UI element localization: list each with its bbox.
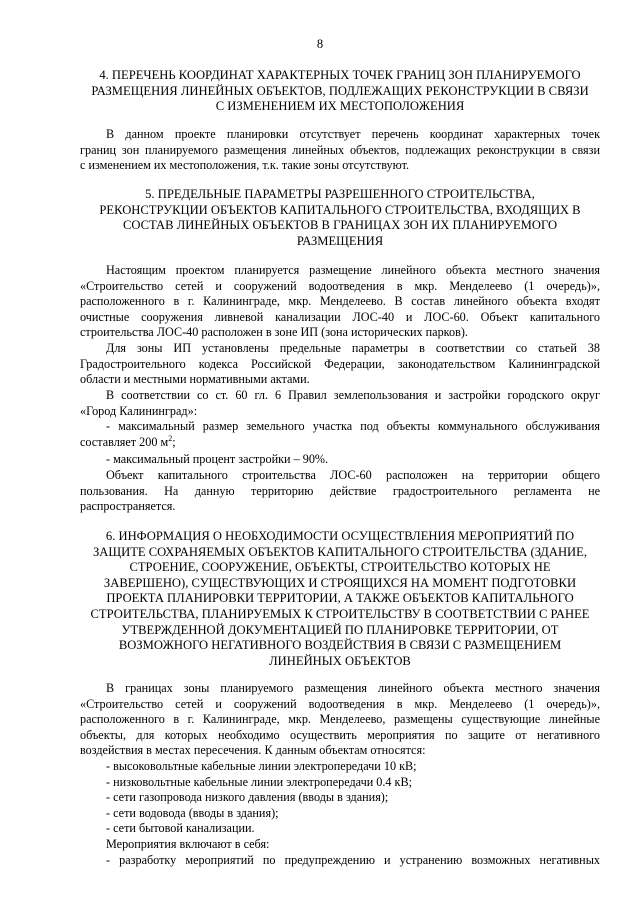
text-fragment: ; <box>172 434 176 449</box>
section-5-paragraph-5 <box>80 452 600 468</box>
heading-line: ЛИНЕЙНЫХ ОБЪЕКТОВ <box>269 653 411 668</box>
heading-line: СТРОЕНИЕ, СООРУЖЕНИЕ, ОБЪЕКТЫ, СТРОИТЕЛЬСТВО КОТОРЫХ НЕ <box>129 560 551 575</box>
text-line: Объект капитального строительства ЛОС-60 расположен на территории общего <box>106 468 600 482</box>
heading-line: С ИЗМЕНЕНИЕМ ИХ МЕСТОПОЛОЖЕНИЯ <box>215 99 465 114</box>
heading-line: ПРОЕКТА ПЛАНИРОВКИ ТЕРРИТОРИИ, А ТАКЖЕ ОБЪЕКТОВ КАПИТАЛЬНОГО <box>106 591 574 606</box>
section-5-paragraph-4 <box>80 419 600 450</box>
heading-line: 4. ПЕРЕЧЕНЬ КООРДИНАТ ХАРАКТЕРНЫХ ТОЧЕК ГРАНИЦ ЗОН ПЛАНИРУЕМОГО <box>99 68 581 82</box>
text-line: «Город Калининград»: <box>80 403 198 418</box>
text-line: распространяется. <box>80 499 176 514</box>
text-line: очистные сооружения ливневой канализации ЛОС-40 и ЛОС-60. Объект капитального <box>80 309 600 324</box>
list-item: - сети водовода (вводы в здания); <box>106 805 279 820</box>
text-fragment: составляет 200 м <box>80 434 169 449</box>
section-4-heading <box>80 68 600 115</box>
heading-line: 5. ПРЕДЕЛЬНЫЕ ПАРАМЕТРЫ РАЗРЕШЕННОГО СТРОИТЕЛЬСТВА, <box>145 187 535 201</box>
text-line: «Строительство сетей и сооружений водоотведения в мкр. Менделеево (1 очередь)», <box>80 278 600 293</box>
section-5-paragraph-2 <box>80 341 600 388</box>
list-item: - высоковольтные кабельные линии электропередачи 10 кВ; <box>106 759 417 773</box>
text-line: расположенного в г. Калининграде, мкр. Менделеево. В состав линейного объекта входят <box>80 294 600 309</box>
list-item: - сети газопровода низкого давления (вводы в здания); <box>106 790 389 805</box>
section-6-list <box>80 759 600 868</box>
text-line: В соответствии со ст. 60 гл. 6 Правил землепользования и застройки городского округ <box>106 388 600 402</box>
page-number: 8 <box>316 37 324 51</box>
text-line: области и местными нормативными актами. <box>80 372 310 387</box>
text-line <box>80 435 600 451</box>
heading-line: УТВЕРЖДЕННОЙ ДОКУМЕНТАЦИЕЙ ПО ПЛАНИРОВКЕ ТЕРРИТОРИИ, ОТ <box>121 622 559 637</box>
heading-line: ВОЗМОЖНОГО НЕГАТИВНОГО ВОЗДЕЙСТВИЯ В СВЯЗИ С РАЗМЕЩЕНИЕМ <box>118 638 562 653</box>
text-line: «Строительство сетей и сооружений водоотведения в мкр. Менделеево (1 очередь)», <box>80 696 600 711</box>
section-4-paragraph <box>80 127 600 174</box>
text-line: границ зон планируемого размещения линейных объектов, подлежащих реконструкции в связи <box>80 142 600 157</box>
section-5-paragraph-1 <box>80 263 600 341</box>
heading-line: ЗАВЕРШЕНО), СУЩЕСТВУЮЩИХ И СТРОЯЩИХСЯ НА МОМЕНТ ПОДГОТОВКИ <box>103 575 577 590</box>
section-5-paragraph-3 <box>80 388 600 419</box>
text-line: Для зоны ИП установлены предельные параметры в соответствии со статьей 38 <box>106 341 600 355</box>
text-line: В данном проекте планировки отсутствует перечень координат характерных точек <box>106 127 600 141</box>
heading-line: РАЗМЕЩЕНИЯ <box>296 233 384 248</box>
section-6-heading <box>80 529 600 669</box>
section-6-paragraph-1 <box>80 681 600 759</box>
text-line: - максимальный процент застройки – 90%. <box>106 452 329 466</box>
heading-line: 6. ИНФОРМАЦИЯ О НЕОБХОДИМОСТИ ОСУЩЕСТВЛЕНИЯ МЕРОПРИЯТИЙ ПО <box>105 529 575 543</box>
text-line: Мероприятия включают в себя: <box>106 836 270 851</box>
text-line: В границах зоны планируемого размещения линейного объекта местного значения <box>106 681 600 695</box>
text-line: с изменением их местоположения, т.к. такие зоны отсутствуют. <box>80 158 410 173</box>
text-line: воздействия в местах пересечения. К данным объектам относятся: <box>80 743 426 758</box>
heading-line: СТРОИТЕЛЬСТВА, ПЛАНИРУЕМЫХ К СТРОИТЕЛЬСТВУ В СООТВЕТСТВИИ С РАНЕЕ <box>90 606 590 621</box>
text-line: строительства ЛОС-40 расположен в зоне ИП (зона исторических парков). <box>80 325 468 340</box>
text-line: Градостроительного кодекса Российской Федерации, законодательством Калининградской <box>80 356 600 371</box>
list-item: - низковольтные кабельные линии электропередачи 0.4 кВ; <box>106 774 412 789</box>
text-line: Настоящим проектом планируется размещение линейного объекта местного значения <box>106 263 600 277</box>
text-line: пользования. На данную территорию действие градостроительного регламента не <box>80 483 600 498</box>
section-5-paragraph-6 <box>80 468 600 515</box>
superscript: 2 <box>168 433 173 443</box>
heading-line: ЗАЩИТЕ СОХРАНЯЕМЫХ ОБЪЕКТОВ КАПИТАЛЬНОГО СТРОИТЕЛЬСТВА (ЗДАНИЕ, <box>93 544 587 559</box>
heading-line: СОСТАВ ЛИНЕЙНЫХ ОБЪЕКТОВ В ГРАНИЦАХ ЗОН ИХ ПЛАНИРУЕМОГО <box>122 218 558 233</box>
section-5-heading <box>80 187 600 249</box>
list-item: - сети бытовой канализации. <box>106 821 255 836</box>
text-line: расположенного в г. Калининграде, мкр. Менделеево, размещены существующие линейные <box>80 712 600 727</box>
heading-line: РЕКОНСТРУКЦИИ ОБЪЕКТОВ КАПИТАЛЬНОГО СТРОИТЕЛЬСТВА, ВХОДЯЩИХ В <box>99 202 581 217</box>
text-line: объекты, для которых необходимо осуществить мероприятия по защите от негативного <box>80 727 600 742</box>
list-item: - разработку мероприятий по предупреждению и устранению возможных негативных <box>106 852 600 867</box>
heading-line: РАЗМЕЩЕНИЯ ЛИНЕЙНЫХ ОБЪЕКТОВ, ПОДЛЕЖАЩИХ РЕКОНСТРУКЦИИ В СВЯЗИ <box>91 83 589 98</box>
text-line: - максимальный размер земельного участка под объекты коммунального обслуживания <box>106 419 600 433</box>
